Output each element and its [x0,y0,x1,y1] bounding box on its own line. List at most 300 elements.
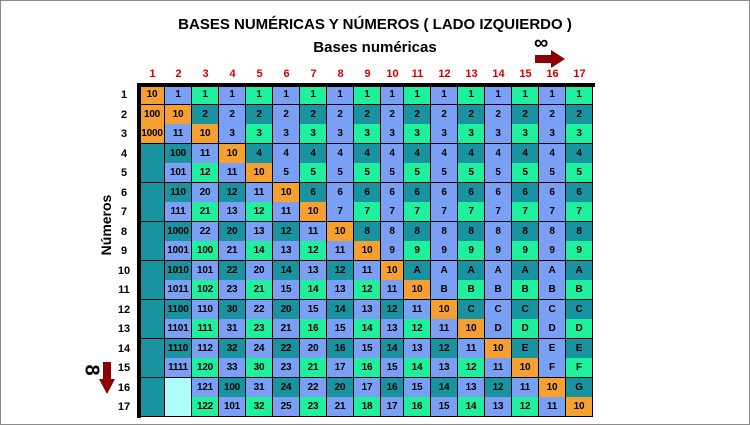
table-cell: 6 [354,183,381,203]
table-cell: 23 [273,358,300,378]
table-cell: E [539,339,566,359]
column-header: 11 [411,68,424,80]
table-cell: 110 [192,300,219,320]
table-cell: 10 [246,163,273,183]
table-cell: 1 [566,85,593,105]
table-cell [140,358,165,378]
table-cell: 1 [246,85,273,105]
table-cell: 3 [566,124,593,144]
table-cell: B [431,280,458,300]
table-cell: 15 [404,378,431,398]
table-cell: 2 [354,105,381,125]
column-header: 4 [229,68,236,80]
eight-symbol: 8 [80,364,103,376]
table-cell: 2 [381,105,404,125]
table-cell: 17 [327,358,354,378]
table-cell: C [485,300,512,320]
table-cell: 3 [512,124,539,144]
row-header: 15 [117,362,131,374]
table-cell: 13 [404,339,431,359]
table-cell: 11 [327,241,354,261]
table-cell: 15 [273,280,300,300]
row-header: 11 [118,284,130,296]
table-cell: 8 [485,222,512,242]
table-cell: 5 [566,163,593,183]
table-cell: 8 [431,222,458,242]
table-cell: 10 [219,144,246,164]
table-cell: 20 [219,222,246,242]
table-cell: 1 [219,85,246,105]
table-cell: 1 [381,85,404,105]
table-cell: 17 [381,397,404,417]
table-cell: 6 [327,183,354,203]
table-cell: 5 [327,163,354,183]
table-cell: 120 [192,358,219,378]
left-axis-line [137,85,141,418]
table-cell: 6 [404,183,431,203]
column-header: 6 [283,68,290,80]
table-cell: 1 [431,85,458,105]
table-cell: 13 [354,300,381,320]
table-cell: 15 [431,397,458,417]
table-cell: 31 [219,319,246,339]
column-header: 14 [492,68,505,80]
table-cell: A [458,261,485,281]
table-cell: F [539,358,566,378]
table-cell: 1010 [165,261,192,281]
column-header: 8 [337,68,344,80]
table-cell: 13 [246,222,273,242]
table-cell: B [512,280,539,300]
table-cell: 22 [192,222,219,242]
arrow-right-icon [535,50,565,68]
table-cell: 30 [246,358,273,378]
table-cell: 7 [512,202,539,222]
table-cell: 3 [404,124,431,144]
table-cell: A [431,261,458,281]
table-cell: 6 [539,183,566,203]
table-cell: C [512,300,539,320]
table-cell: 10 [192,124,219,144]
table-cell: 23 [246,319,273,339]
table-cell: 20 [273,300,300,320]
table-cell: 3 [381,124,404,144]
table-cell: C [458,300,485,320]
table-cell: D [485,319,512,339]
table-cell: 11 [512,378,539,398]
table-cell: 2 [273,105,300,125]
table-cell: E [566,339,593,359]
table-cell: 12 [458,358,485,378]
table-cell: 11 [192,144,219,164]
table-cell: 11 [485,358,512,378]
table-cell [140,241,165,261]
table-cell: 4 [566,144,593,164]
table-cell: 6 [485,183,512,203]
table-cell: 13 [300,261,327,281]
table-cell: 7 [381,202,404,222]
table-cell: 11 [458,339,485,359]
table-cell: 102 [192,280,219,300]
table-cell: 1 [273,85,300,105]
table-cell: 6 [512,183,539,203]
column-header: 15 [519,68,532,80]
table-cell: 10 [300,202,327,222]
row-header: 13 [117,323,131,335]
table-cell: 14 [300,280,327,300]
table-cell: D [512,319,539,339]
table-cell: 16 [354,358,381,378]
table-cell: 4 [273,144,300,164]
table-cell: 12 [485,378,512,398]
row-header: 2 [120,108,128,121]
top-axis-line [137,83,595,87]
table-cell: 4 [431,144,458,164]
subtitle-bases: Bases numéricas [313,39,437,56]
table-cell: 9 [404,241,431,261]
table-cell: D [539,319,566,339]
table-cell: 10 [404,280,431,300]
table-cell: 10 [381,261,404,281]
column-header: 13 [465,68,478,80]
table-cell: C [539,300,566,320]
table-cell [140,339,165,359]
table-cell: 13 [273,241,300,261]
table-cell: 21 [219,241,246,261]
table-cell: 21 [327,397,354,417]
table-cell: 16 [327,339,354,359]
table-cell: 13 [219,202,246,222]
table-cell: 1011 [165,280,192,300]
table-cell: 22 [246,300,273,320]
table-cell: 4 [381,144,404,164]
table-cell: 20 [246,261,273,281]
table-cell: 15 [300,300,327,320]
table-cell: 7 [431,202,458,222]
table-cell: 21 [192,202,219,222]
table-cell [140,144,165,164]
table-cell: 5 [354,163,381,183]
row-header: 9 [120,245,128,257]
table-cell: 8 [404,222,431,242]
table-cell: 101 [219,397,246,417]
table-cell: 7 [458,202,485,222]
table-cell: 15 [381,358,404,378]
table-cell: 100 [140,105,165,125]
table-cell: 11 [539,397,566,417]
table-cell: 11 [246,183,273,203]
table-cell [140,280,165,300]
row-header: 6 [120,186,128,199]
table-cell: 14 [404,358,431,378]
table-cell: 5 [539,163,566,183]
table-cell: 3 [300,124,327,144]
row-header: 10 [117,264,131,277]
table-cell: 14 [431,378,458,398]
table-cell: 12 [273,222,300,242]
table-cell: 100 [192,241,219,261]
row-header: 5 [120,167,128,179]
table-cell: 14 [273,261,300,281]
table-cell: E [512,339,539,359]
table-cell: 12 [404,319,431,339]
table-cell: 2 [219,105,246,125]
table-cell: 10 [539,378,566,398]
row-header: 14 [117,342,131,355]
table-cell: 2 [458,105,485,125]
table-cell: 12 [381,300,404,320]
table-cell: 2 [566,105,593,125]
table-cell: 21 [273,319,300,339]
table-cell: 16 [381,378,404,398]
column-header: 9 [364,68,371,80]
table-cell: A [512,261,539,281]
table-cell: 8 [381,222,404,242]
table-cell: 9 [458,241,485,261]
table-cell: 2 [431,105,458,125]
table-cell: 4 [539,144,566,164]
table-cell: 11 [381,280,404,300]
table-cell: 8 [566,222,593,242]
table-cell: 4 [404,144,431,164]
table-cell: 31 [246,378,273,398]
table-cell: 2 [404,105,431,125]
table-cell: 112 [192,339,219,359]
table-cell: 16 [404,397,431,417]
table-cell: 7 [485,202,512,222]
table-cell: 22 [273,339,300,359]
table-cell: 101 [165,163,192,183]
table-cell: 20 [300,339,327,359]
table-cell: 1 [539,85,566,105]
column-header: 2 [175,68,182,80]
table-cell: 9 [512,241,539,261]
table-cell: 14 [354,319,381,339]
column-header: 5 [256,68,263,80]
table-cell: B [539,280,566,300]
table-cell [165,378,192,398]
table-cell: 11 [431,319,458,339]
table-cell: 9 [566,241,593,261]
table-cell: 10 [140,85,165,105]
table-cell: A [404,261,431,281]
table-cell: 25 [273,397,300,417]
table-cell [140,319,165,339]
infinity-symbol: ∞ [534,32,549,54]
table-cell: 3 [327,124,354,144]
row-header: 4 [120,147,128,160]
table-cell: 1 [404,85,431,105]
page-title: BASES NUMÉRICAS Y NÚMEROS ( LADO IZQUIERDO ) [178,16,572,33]
column-header: 17 [573,68,586,80]
table-cell: 18 [354,397,381,417]
table-cell: 1 [327,85,354,105]
table-cell: 7 [539,202,566,222]
table-cell: 1 [300,85,327,105]
table-cell: 1 [165,85,192,105]
table-cell: 20 [327,378,354,398]
table-cell: 9 [431,241,458,261]
table-cell: 8 [458,222,485,242]
table-cell: 21 [300,358,327,378]
table-cell: 13 [327,280,354,300]
row-header: 3 [120,128,128,140]
table-cell: 7 [327,202,354,222]
table-cell: 21 [246,280,273,300]
table-cell: 5 [485,163,512,183]
table-cell: 5 [300,163,327,183]
table-cell: 24 [246,339,273,359]
table-cell: 5 [431,163,458,183]
table-cell: 22 [219,261,246,281]
table-cell: G [566,378,593,398]
table-cell: 6 [300,183,327,203]
table-cell: 4 [512,144,539,164]
table-cell: 13 [485,397,512,417]
table-cell: 110 [165,183,192,203]
table-cell: 7 [566,202,593,222]
row-header: 1 [120,89,128,101]
table-cell: 5 [381,163,404,183]
table-cell: 4 [458,144,485,164]
table-cell: 11 [404,300,431,320]
table-cell: C [566,300,593,320]
table-cell: B [485,280,512,300]
table-cell: 9 [539,241,566,261]
table-cell: 13 [431,358,458,378]
table-cell [140,163,165,183]
column-header: 12 [438,68,451,80]
table-cell: B [458,280,485,300]
table-cell: 22 [300,378,327,398]
table-cell [140,261,165,281]
table-cell: 2 [327,105,354,125]
table-cell: 3 [246,124,273,144]
table-cell: 2 [192,105,219,125]
table-cell: 5 [273,163,300,183]
table-cell: 30 [219,300,246,320]
table-cell: 17 [354,378,381,398]
table-cell: 16 [300,319,327,339]
table-cell: 14 [381,339,404,359]
table-cell: 1111 [165,358,192,378]
table-cell: 12 [354,280,381,300]
table-cell: 6 [566,183,593,203]
column-header: 1 [149,68,156,80]
table-cell: 100 [165,144,192,164]
table-cell: 12 [192,163,219,183]
table-cell: D [566,319,593,339]
column-header: 16 [546,68,559,80]
table-cell: 32 [246,397,273,417]
table-cell: 10 [273,183,300,203]
row-header: 16 [117,381,131,394]
table-cell [140,397,165,417]
table-cell: 10 [485,339,512,359]
table-cell: 8 [354,222,381,242]
table-cell: 24 [273,378,300,398]
table-cell: 9 [381,241,404,261]
table-cell: 15 [327,319,354,339]
table-cell: 20 [192,183,219,203]
table-cell: 11 [354,261,381,281]
table-cell: 23 [219,280,246,300]
table-cell: 4 [246,144,273,164]
table-cell: 2 [246,105,273,125]
table-cell: 33 [219,358,246,378]
table-cell: 12 [327,261,354,281]
table-cell: 12 [431,339,458,359]
table-cell: 10 [431,300,458,320]
table-cell: 11 [273,202,300,222]
table-cell: B [566,280,593,300]
table-cell: 111 [192,319,219,339]
table-cell: 9 [485,241,512,261]
table-cell [165,397,192,417]
table-cell: 1000 [140,124,165,144]
row-header: 17 [117,401,131,413]
row-header: 7 [120,206,128,218]
table-cell: 1 [192,85,219,105]
table-cell: 1001 [165,241,192,261]
table-cell: 12 [300,241,327,261]
table-cell: 1 [458,85,485,105]
table-cell: 5 [512,163,539,183]
table-cell: 3 [431,124,458,144]
table-cell: 3 [458,124,485,144]
table-cell: 4 [327,144,354,164]
table-cell: 10 [165,105,192,125]
table-cell: 100 [219,378,246,398]
table-cell: 1100 [165,300,192,320]
table-cell: 4 [300,144,327,164]
table-cell: 1110 [165,339,192,359]
table-cell: 23 [300,397,327,417]
table-cell: 1 [512,85,539,105]
table-cell: 12 [246,202,273,222]
table-cell [140,300,165,320]
table-cell: 2 [485,105,512,125]
table-cell: 6 [458,183,485,203]
table-cell: 1 [354,85,381,105]
table-cell: 10 [327,222,354,242]
table-cell: 2 [512,105,539,125]
table-cell: 5 [404,163,431,183]
row-header: 12 [117,303,131,316]
table-cell: A [539,261,566,281]
table-cell: 3 [539,124,566,144]
column-header: 7 [310,68,317,80]
table-cell: 6 [431,183,458,203]
column-header: 3 [202,68,209,80]
table-cell: 3 [485,124,512,144]
table-cell: 1000 [165,222,192,242]
table-cell: F [566,358,593,378]
table-cell: 121 [192,378,219,398]
table-cell: 3 [219,124,246,144]
table-cell: 4 [354,144,381,164]
table-cell: 15 [354,339,381,359]
table-cell: 12 [219,183,246,203]
table-cell: 14 [327,300,354,320]
table-cell: 11 [300,222,327,242]
row-header: 8 [120,225,128,238]
table-cell: 3 [354,124,381,144]
table-cell: A [485,261,512,281]
table-cell: 11 [165,124,192,144]
table-cell: 3 [273,124,300,144]
table-cell: 7 [404,202,431,222]
